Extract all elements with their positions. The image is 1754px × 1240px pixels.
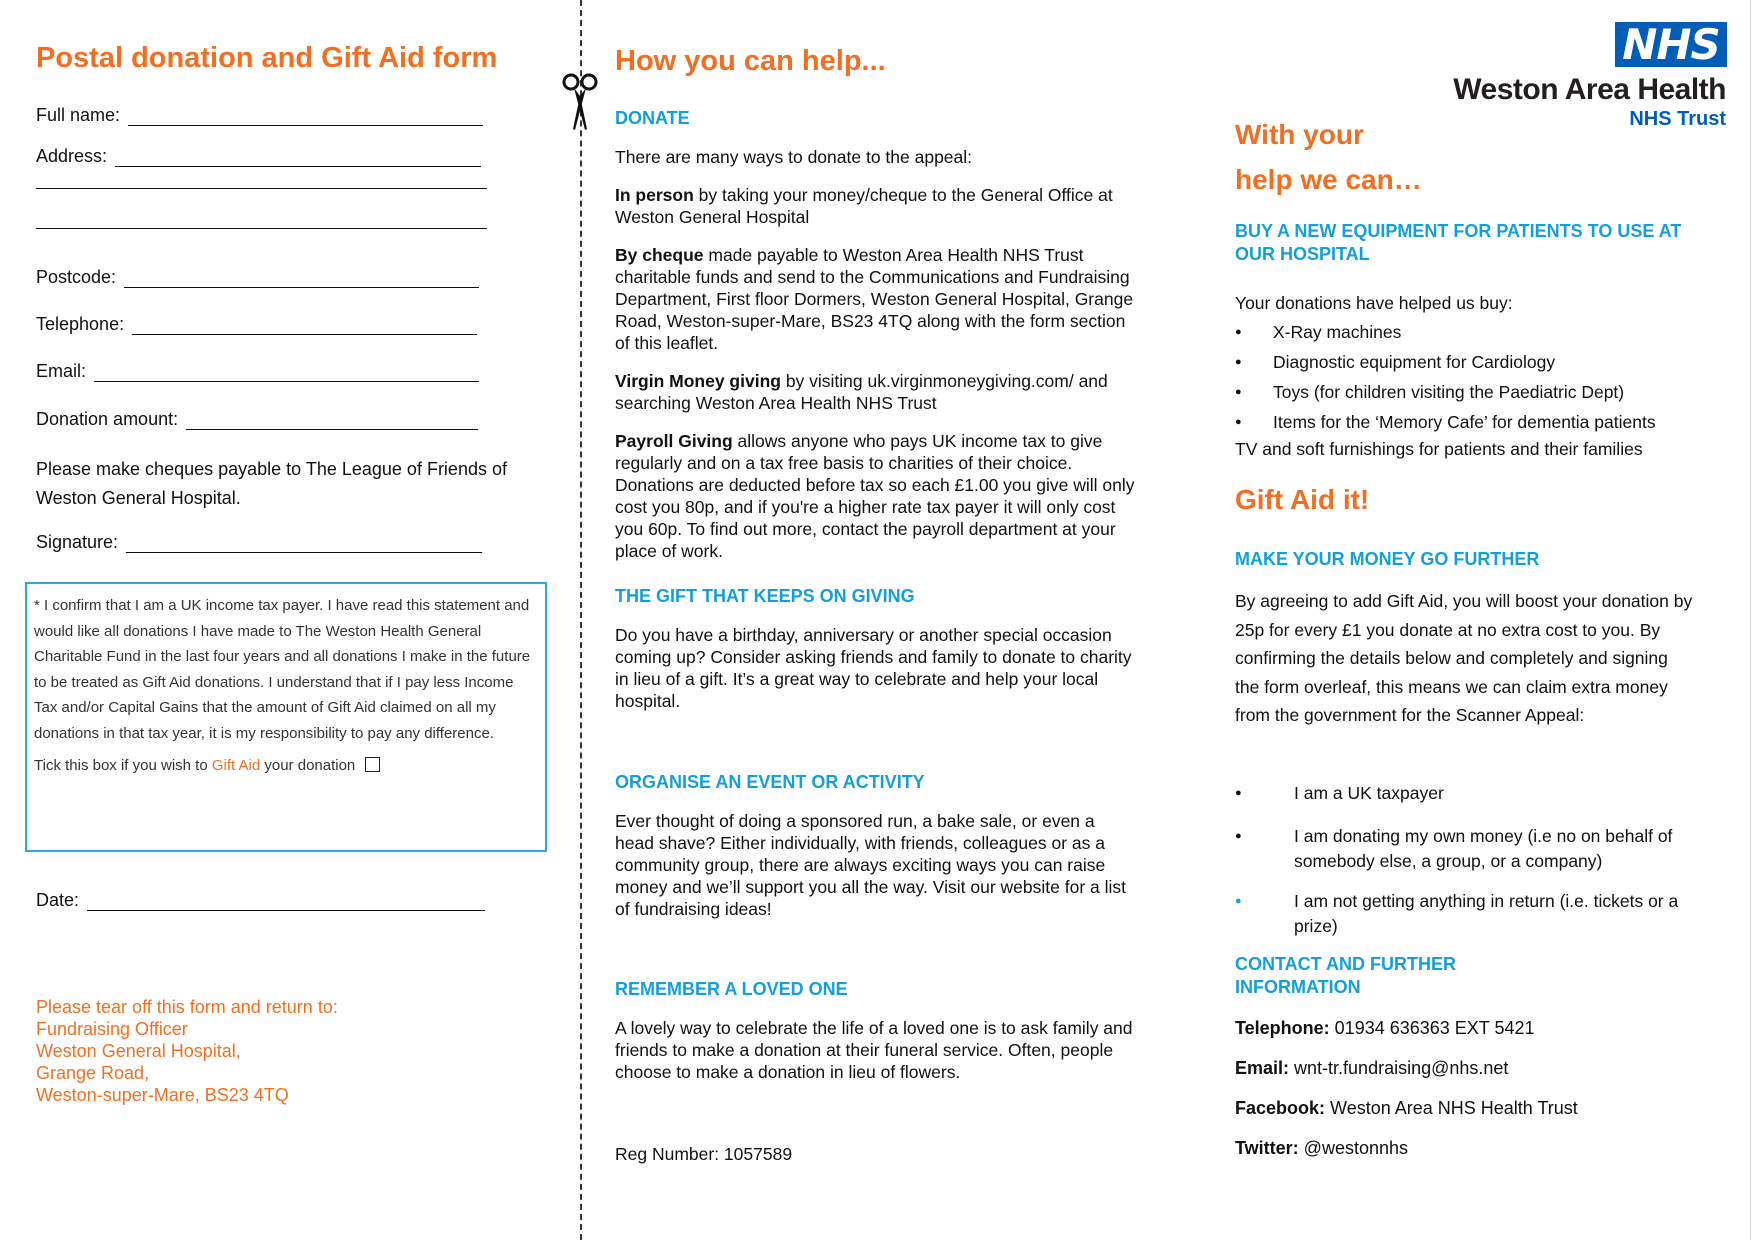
- signature-line[interactable]: [126, 535, 482, 553]
- method-text: by visiting uk.virginmoneygiving.com/ and searching Weston Area Health NHS Trust: [615, 371, 1108, 413]
- gift-aid-declaration-text: * I confirm that I am a UK income tax payer. I have read this statement and would like all donations I have made to The Weston Health General Charitable Fund in the last four years and all donations I make in the future to be treated as Gift Aid donations. I understand that if I pay less Income Tax and/or Capital Gains that the amount of Gift Aid claimed on all my donations in that tax year, it is my responsibility to pay any difference.: [34, 597, 531, 742]
- gift-heading: THE GIFT THAT KEEPS ON GIVING: [615, 586, 915, 606]
- address-label: Address:: [36, 146, 108, 166]
- full-name-label: Full name:: [36, 105, 121, 125]
- return-address: [36, 996, 338, 1106]
- gift-aid-declaration-box: [25, 582, 547, 852]
- donate-intro: There are many ways to donate to the appeal:: [615, 147, 973, 167]
- remember-section: [615, 978, 1135, 1083]
- tick-gift-aid-highlight: Gift Aid: [211, 757, 261, 774]
- scissors-icon: [560, 72, 600, 132]
- contact-label: Email:: [1235, 1058, 1290, 1078]
- method-text: made payable to Weston Area Health NHS Trust charitable funds and send to the Communications and Fundraising Department, First floor Dormers, Weston General Hospital, Grange Road, Weston-super-Mare, BS23 4TQ along with the form section of this leaflet.: [615, 245, 1134, 353]
- donation-amount-label: Donation amount:: [36, 409, 179, 429]
- date-line[interactable]: [87, 893, 485, 911]
- return-line: Please tear off this form and return to:: [36, 997, 338, 1017]
- page-edge: [1750, 0, 1751, 1240]
- contact-heading-line-2: INFORMATION: [1235, 977, 1361, 997]
- equipment-list: [1235, 321, 1715, 433]
- cheque-note: Please make cheques payable to The League of Friends of Weston General Hospital.: [36, 459, 507, 508]
- full-name-field[interactable]: [36, 105, 483, 126]
- method-text: allows anyone who pays UK income tax to give regularly and on a tax free basis to charities of their choice. Donations are deducted before tax so each £1.00 you give will only cost you 80p, and if you're a higher rate tax payer it will only cost you 60p. To find out more, contact the payroll department at your place of work.: [615, 431, 1135, 561]
- method-label: In person: [615, 185, 694, 205]
- donate-method-virgin-money: [615, 370, 1135, 414]
- telephone-line[interactable]: [132, 317, 477, 335]
- return-line: Fundraising Officer: [36, 1019, 188, 1039]
- donation-amount-line[interactable]: [186, 412, 478, 430]
- contact-value: 01934 636363 EXT 5421: [1329, 1018, 1535, 1038]
- gift-aid-checkbox[interactable]: [365, 757, 380, 772]
- full-name-line[interactable]: [128, 108, 483, 126]
- contact-telephone: [1235, 1016, 1535, 1040]
- contact-value: @westonnhs: [1298, 1138, 1408, 1158]
- method-text: by taking your money/cheque to the General Office at Weston General Hospital: [615, 185, 1113, 227]
- remember-heading: REMEMBER A LOVED ONE: [615, 979, 848, 999]
- email-line[interactable]: [94, 364, 479, 382]
- event-text: Ever thought of doing a sponsored run, a bake sale, or even a head shave? Either individually, with friends, colleagues or as a community group, there are always exciting ways you can raise money and we’ll support you all the way. Visit our website for a list of fundraising ideas!: [615, 811, 1126, 919]
- contact-twitter: [1235, 1136, 1408, 1160]
- return-line: Weston General Hospital,: [36, 1041, 241, 1061]
- equipment-intro: Your donations have helped us buy:: [1235, 293, 1513, 313]
- telephone-field[interactable]: [36, 314, 477, 335]
- postcode-line[interactable]: [124, 270, 479, 288]
- telephone-label: Telephone:: [36, 314, 125, 334]
- list-item: ● I am donating my own money (i.e no on behalf of somebody else, a group, or a company): [1235, 824, 1700, 874]
- contact-heading-line-1: CONTACT AND FURTHER: [1235, 954, 1456, 974]
- date-field[interactable]: [36, 890, 485, 911]
- postcode-label: Postcode:: [36, 267, 117, 287]
- tick-prefix: Tick this box if you wish to: [34, 757, 208, 774]
- gift-section: [615, 585, 1135, 712]
- tear-off-line: [580, 0, 582, 1240]
- event-section: [615, 771, 1135, 920]
- donate-method-in-person: [615, 184, 1135, 228]
- email-label: Email:: [36, 361, 87, 381]
- return-line: Weston-super-Mare, BS23 4TQ: [36, 1085, 289, 1105]
- donate-method-cheque: [615, 244, 1135, 354]
- signature-label: Signature:: [36, 532, 119, 552]
- list-item: ● Items for the ‘Memory Cafe’ for dementia patients: [1235, 411, 1715, 433]
- contact-label: Facebook:: [1235, 1098, 1326, 1118]
- org-name: Weston Area Health: [1453, 73, 1726, 106]
- nhs-logo: NHS: [1615, 22, 1727, 67]
- contact-heading: [1235, 953, 1456, 999]
- org-trust: NHS Trust: [1629, 108, 1726, 130]
- list-item: ● Diagnostic equipment for Cardiology: [1235, 351, 1715, 373]
- email-field[interactable]: [36, 361, 479, 382]
- method-label: By cheque: [615, 245, 704, 265]
- help-title: How you can help...: [615, 45, 886, 77]
- form-title: Postal donation and Gift Aid form: [36, 42, 498, 74]
- address-field[interactable]: [36, 146, 481, 167]
- title-line-2: help we can…: [1235, 164, 1422, 195]
- date-label: Date:: [36, 890, 80, 910]
- method-label: Payroll Giving: [615, 431, 733, 451]
- donate-heading: DONATE: [615, 108, 690, 128]
- postcode-field[interactable]: [36, 267, 479, 288]
- return-line: Grange Road,: [36, 1063, 150, 1083]
- reg-number: Reg Number: 1057589: [615, 1144, 793, 1164]
- list-item: ● X-Ray machines: [1235, 321, 1715, 343]
- contact-label: Twitter:: [1235, 1138, 1299, 1158]
- donation-amount-field[interactable]: [36, 409, 478, 430]
- gift-text: Do you have a birthday, anniversary or another special occasion coming up? Consider asking friends and family to donate to charity in lieu of a gift. It’s a great way to celebrate and help your local hospital.: [615, 625, 1132, 711]
- gift-aid-tick-line: [34, 753, 538, 779]
- address-line-2[interactable]: [36, 188, 487, 189]
- list-item: ● Toys (for children visiting the Paediatric Dept): [1235, 381, 1715, 403]
- contact-email: [1235, 1056, 1508, 1080]
- further-heading: MAKE YOUR MONEY GO FURTHER: [1235, 549, 1540, 569]
- contact-label: Telephone:: [1235, 1018, 1330, 1038]
- donate-section: [615, 107, 1135, 562]
- title-line-1: With your: [1235, 119, 1364, 150]
- event-heading: ORGANISE AN EVENT OR ACTIVITY: [615, 772, 925, 792]
- contact-facebook: [1235, 1096, 1578, 1120]
- list-item: ● I am a UK taxpayer: [1235, 781, 1700, 806]
- remember-text: A lovely way to celebrate the life of a loved one is to ask family and friends to make a donation at their funeral service. Often, people choose to make a donation in lieu of flowers.: [615, 1018, 1133, 1082]
- address-line-3[interactable]: [36, 228, 487, 229]
- address-line[interactable]: [115, 149, 481, 167]
- equipment-extra: TV and soft furnishings for patients and their families: [1235, 439, 1643, 459]
- signature-field[interactable]: [36, 532, 482, 553]
- further-text: By agreeing to add Gift Aid, you will boost your donation by 25p for every £1 you donate at no extra cost to you. By confirming the details below and completely and signing the form overleaf, this means we can claim extra money from the government for the Scanner Appeal:: [1235, 591, 1693, 725]
- method-label: Virgin Money giving: [615, 371, 781, 391]
- donate-method-payroll: [615, 430, 1135, 562]
- contact-value[interactable]: wnt-tr.fundraising@nhs.net: [1289, 1058, 1509, 1078]
- contact-value: Weston Area NHS Health Trust: [1325, 1098, 1578, 1118]
- gift-aid-title: Gift Aid it!: [1235, 484, 1370, 515]
- with-your-help-title: [1235, 112, 1422, 202]
- equipment-heading: BUY A NEW EQUIPMENT FOR PATIENTS TO USE AT OUR HOSPITAL: [1235, 221, 1682, 264]
- list-item: ● I am not getting anything in return (i.e. tickets or a prize): [1235, 889, 1700, 939]
- tick-suffix: your donation: [264, 757, 356, 774]
- conditions-list: [1235, 781, 1700, 954]
